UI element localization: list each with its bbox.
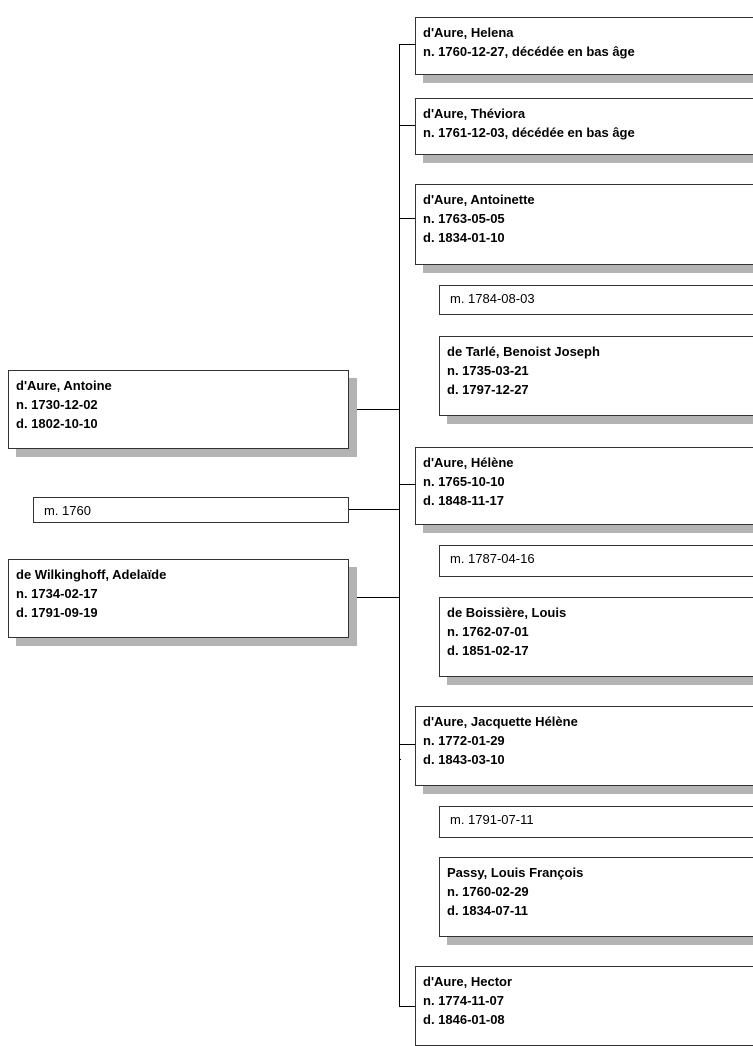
branch-line [399,125,415,126]
person-death: d. 1851-02-17 [447,643,529,658]
person-child[interactable] [415,98,753,155]
person-name: d'Aure, Antoine [16,378,112,393]
person-death: d. 1802-10-10 [16,416,98,431]
person-birth: n. 1772-01-29 [423,733,505,748]
branch-line [399,484,415,485]
person-death: d. 1834-07-11 [447,903,528,918]
trunk-line [399,44,400,760]
person-name: d'Aure, Théviora [423,106,526,121]
marriage-date: m. 1760 [44,503,91,518]
person-name: d'Aure, Hélène [423,455,514,470]
person-death: d. 1843-03-10 [423,752,505,767]
branch-line [399,44,415,45]
person-spouse[interactable] [439,857,753,937]
marriage-parents[interactable] [33,497,349,523]
branch-line [399,218,415,219]
person-birth: n. 1734-02-17 [16,586,98,601]
father-connector [348,409,400,410]
marriage-child[interactable] [439,806,753,838]
person-name: d'Aure, Jacquette Hélène [423,714,578,729]
person-name: d'Aure, Antoinette [423,192,535,207]
person-death: d. 1848-11-17 [423,493,504,508]
person-child[interactable] [415,706,753,786]
person-name: de Boissière, Louis [447,605,567,620]
marriage-connector [348,509,400,510]
person-birth: n. 1763-05-05 [423,211,505,226]
person-death: d. 1834-01-10 [423,230,505,245]
person-name: Passy, Louis François [447,865,584,880]
person-birth: n. 1760-12-27, décédée en bas âge [423,44,635,59]
person-death: d. 1797-12-27 [447,382,529,397]
marriage-date: m. 1787-04-16 [450,551,535,566]
person-death: d. 1791-09-19 [16,605,98,620]
person-spouse[interactable] [439,336,753,416]
person-birth: n. 1762-07-01 [447,624,529,639]
person-child[interactable] [415,17,753,75]
person-father[interactable] [8,370,349,449]
branch-line [399,744,415,745]
branch-line [399,1006,415,1007]
person-birth: n. 1765-10-10 [423,474,505,489]
marriage-child[interactable] [439,545,753,577]
person-mother[interactable] [8,559,349,638]
person-birth: n. 1774-11-07 [423,993,504,1008]
marriage-date: m. 1791-07-11 [450,812,534,827]
person-child[interactable] [415,447,753,525]
trunk-line-lower [399,759,400,1007]
mother-connector [348,597,400,598]
person-name: d'Aure, Hector [423,974,513,989]
person-birth: n. 1761-12-03, décédée en bas âge [423,125,635,140]
person-death: d. 1846-01-08 [423,1012,505,1027]
person-birth: n. 1760-02-29 [447,884,529,899]
person-name: de Wilkinghoff, Adelaïde [16,567,167,582]
person-child[interactable] [415,184,753,265]
person-name: d'Aure, Helena [423,25,514,40]
person-child[interactable] [415,966,753,1046]
person-name: de Tarlé, Benoist Joseph [447,344,600,359]
marriage-child[interactable] [439,285,753,315]
person-birth: n. 1730-12-02 [16,397,98,412]
person-spouse[interactable] [439,597,753,677]
person-birth: n. 1735-03-21 [447,363,529,378]
marriage-date: m. 1784-08-03 [450,291,535,306]
